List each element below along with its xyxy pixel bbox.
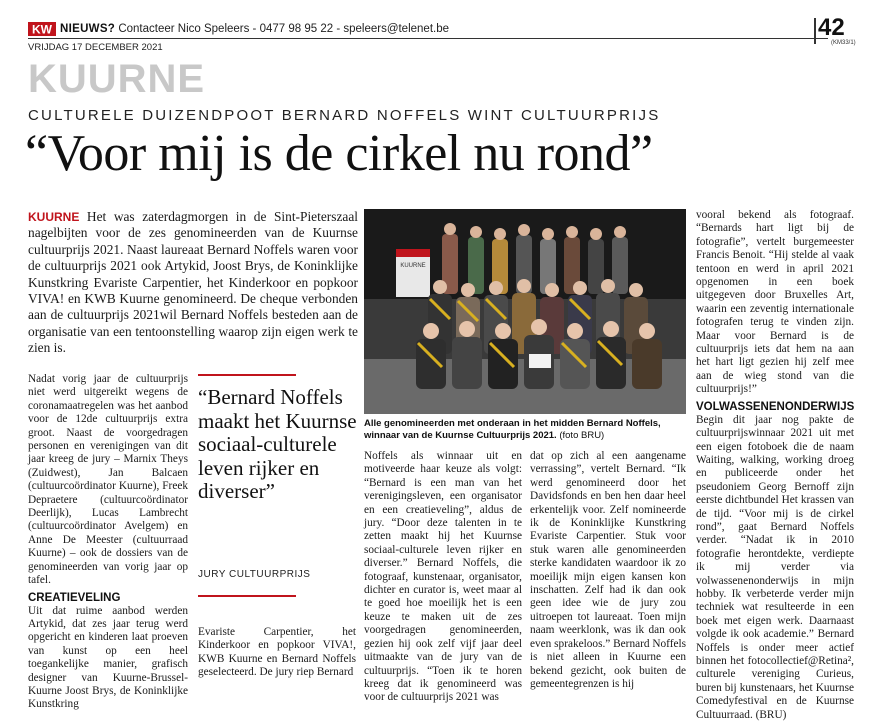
photo-caption xyxy=(364,418,686,441)
section-title: KUURNE xyxy=(28,57,206,101)
issue-date: VRIJDAG 17 DECEMBER 2021 xyxy=(28,42,163,53)
pullquote-source: JURY CULTUURPRIJS xyxy=(198,569,311,580)
column-1-paragraph-2: Uit dat ruime aanbod werden Artykid, dat zes jaar terug werd opgericht en kinderen laat proeven van kunst op een heel toegankelijke manier, grafisch designer van Kuurne-Brussel-Kuurne Joost Brys, de Koninklijke Kunstkring xyxy=(28,604,188,711)
header-section-label: NIEUWS? xyxy=(60,23,116,35)
pullquote-rule-bottom xyxy=(198,595,296,597)
group-photo-illustration xyxy=(364,209,686,414)
page-number: 42 xyxy=(818,14,845,41)
column-5-paragraph-2: Begin dit jaar nog pakte de cultuurprijswinnaar 2021 uit met een eigen fotoboek die de naam Waiting, walking, working droeg en publiceerde onder het pseudoniem Georg Bernoff zijn eerste dichtbundel Het krassen van de tijd. “Voor mij is de cirkel rond”, gaat Bernard Noffels verder. “Nadat ik in 2010 fotografie herontdekte, verdiepte ik mij verder via volwassenenonderwijs in mijn hobby. Ik verbeterde verder mijn techniek wat resulteerde in een boek met eigen werk. Daarnaast volgde ik ook academie.” Bernard Noffels is onder meer actief binnen het fotocollectief@Retina², culturele vereniging Curieus, buren bij kunstenaars, het Kuurnse Comedyfestival en de Kuurnse Cultuurraad. (BRU) xyxy=(696,413,854,721)
caption-credit: (foto BRU) xyxy=(559,429,605,441)
page-number-bar xyxy=(814,18,816,44)
column-5-paragraph-1: vooral bekend als fotograaf. “Bernards hart ligt bij de fotografie”, vertelt burgemeester Francis Benoit. “Hij stelde al vaak tentoon en werd in april 2021 opgenomen in een boek uitgegeven door Bruxelles Art, waarin een zeventig internationale fotografen terug te vinden zijn. Maar voor Bernard is de cultuurprijs iets dat hem na aan het hart ligt gezien hij zelf mee aan de wieg stond van die cultuurprijs!” xyxy=(696,209,854,396)
page-code: (KM33/1) xyxy=(831,40,856,46)
header-rule xyxy=(28,38,828,39)
stage-banner-text: KUURNE xyxy=(400,263,426,269)
column-1 xyxy=(28,373,188,712)
column-2-text: Evariste Carpentier, het Kinderkoor en popkoor VIVA!, KWB Kuurne en Bernard Noffels geselecteerd. De jury riep Bernard xyxy=(198,626,356,679)
kw-logo xyxy=(28,22,56,36)
lead-text: Het was zaterdagmorgen in de Sint-Pieterszaal nagelbijten voor de zes genomineerden van de Kuurnse cultuurprijs 2021. Naast laureaat Bernard Noffels waren voor de cultuurprijs 2021 ook Artykid, Joost Brys, de Koninklijke Kunstkring Evariste Carpentier, het Kinderkoor en popkoor VIVA! en KWB Kuurne genomineerd. De cheque verbonden aan de cultuurprijs 2021wil Bernard Noffels besteden aan de organisatie van een tentoonstelling waarop zijn eigen werk te zien is. xyxy=(28,209,358,356)
dateline: KUURNE xyxy=(28,210,80,224)
column-5 xyxy=(696,209,854,722)
group-photo xyxy=(364,209,686,414)
column-4: dat op zich al een aangename verrassing”, vertelt Bernard. “Ik werd genomineerd door het Davidsfonds en ben hen daar heel erkentelijk voor. Zelf nomineerde ik de Koninklijke Kunstkring Evariste Carpentier. Stuk voor stuk waren alle genomineerden sterke kandidaten waardoor ik zo moeilijk mijn eigen kansen kon inschatten. Zelf had ik dan ook geen idee wie de jury zou uitroepen tot laureaat. Toen mijn naam weerklonk, was ik dan ook even sprakeloos.” Bernard Noffels is niet alleen in Kuurne een bekend gezicht, ook buiten de gemeentegrenzen is hij xyxy=(530,450,687,690)
lead-paragraph xyxy=(28,209,358,357)
header-contact: Contacteer Nico Speleers - 0477 98 95 22 - speleers@telenet.be xyxy=(118,23,450,35)
subhead-volwassenenonderwijs: VOLWASSENENONDERWIJS xyxy=(696,400,855,413)
subhead-creativeling: CREATIEVELING xyxy=(28,591,121,604)
caption-text: Alle genomineerden met onderaan in het midden Bernard Noffels, winnaar van de Kuurnse Cultuurprijs 2021. xyxy=(364,418,661,441)
column-1-paragraph-1: Nadat vorig jaar de cultuurprijs niet werd uitgereikt wegens de coronamaatregelen was het aanbod voor de 12de cultuurprijs extra groot. Naast de voorgedragen personen en verenigingen van dit jaar kreeg de jury – Marnix Theys (Zuidwest), Jan Balcaen (cultuurcoördinator Kuurne), Freek Depraetere (cultuurcoördinator Deerlijk), Lucas Lambrecht (cultuurcoördinator Avelgem) en Anne De Meester (cultuurraad Kuurne) – ook de dossiers van de genomineerden van vorig jaar op tafel. xyxy=(28,373,188,587)
cheque xyxy=(529,354,551,368)
headline: “Voor mij is de cirkel nu rond” xyxy=(25,125,653,182)
pullquote: “Bernard Noffels maakt het Kuurnse sociaal-culturele leven rijker en diverser” xyxy=(198,385,357,503)
logo-text: KW xyxy=(32,22,52,36)
kicker: CULTURELE DUIZENDPOOT BERNARD NOFFELS WINT CULTUURPRIJS xyxy=(28,107,661,124)
column-3: Noffels als winnaar uit en motiveerde haar keuze als volgt: “Bernard is een man van het verenigingsleven, een organisator en een creatieveling”, aldus de jury. “Door deze talenten in te zetten maakt hij het Kuurnse sociaal-culturele leven rijker en diverser.” Bernard Noffels, die fotograaf, kunstenaar, organisator, dichter en curator is, weet maar al te goed hoe moeilijk het is een keuze te maken uit de zes voorgedragen genomineerden, gezien hij ook zelf vijf jaar deel uitmaakte van de jury van de cultuurprijs. “Toen ik te horen kreeg dat ik genomineerd was voor de cultuurprijs 2021 was xyxy=(364,450,522,704)
header-contact-line xyxy=(60,23,449,35)
pullquote-rule-top xyxy=(198,374,296,376)
